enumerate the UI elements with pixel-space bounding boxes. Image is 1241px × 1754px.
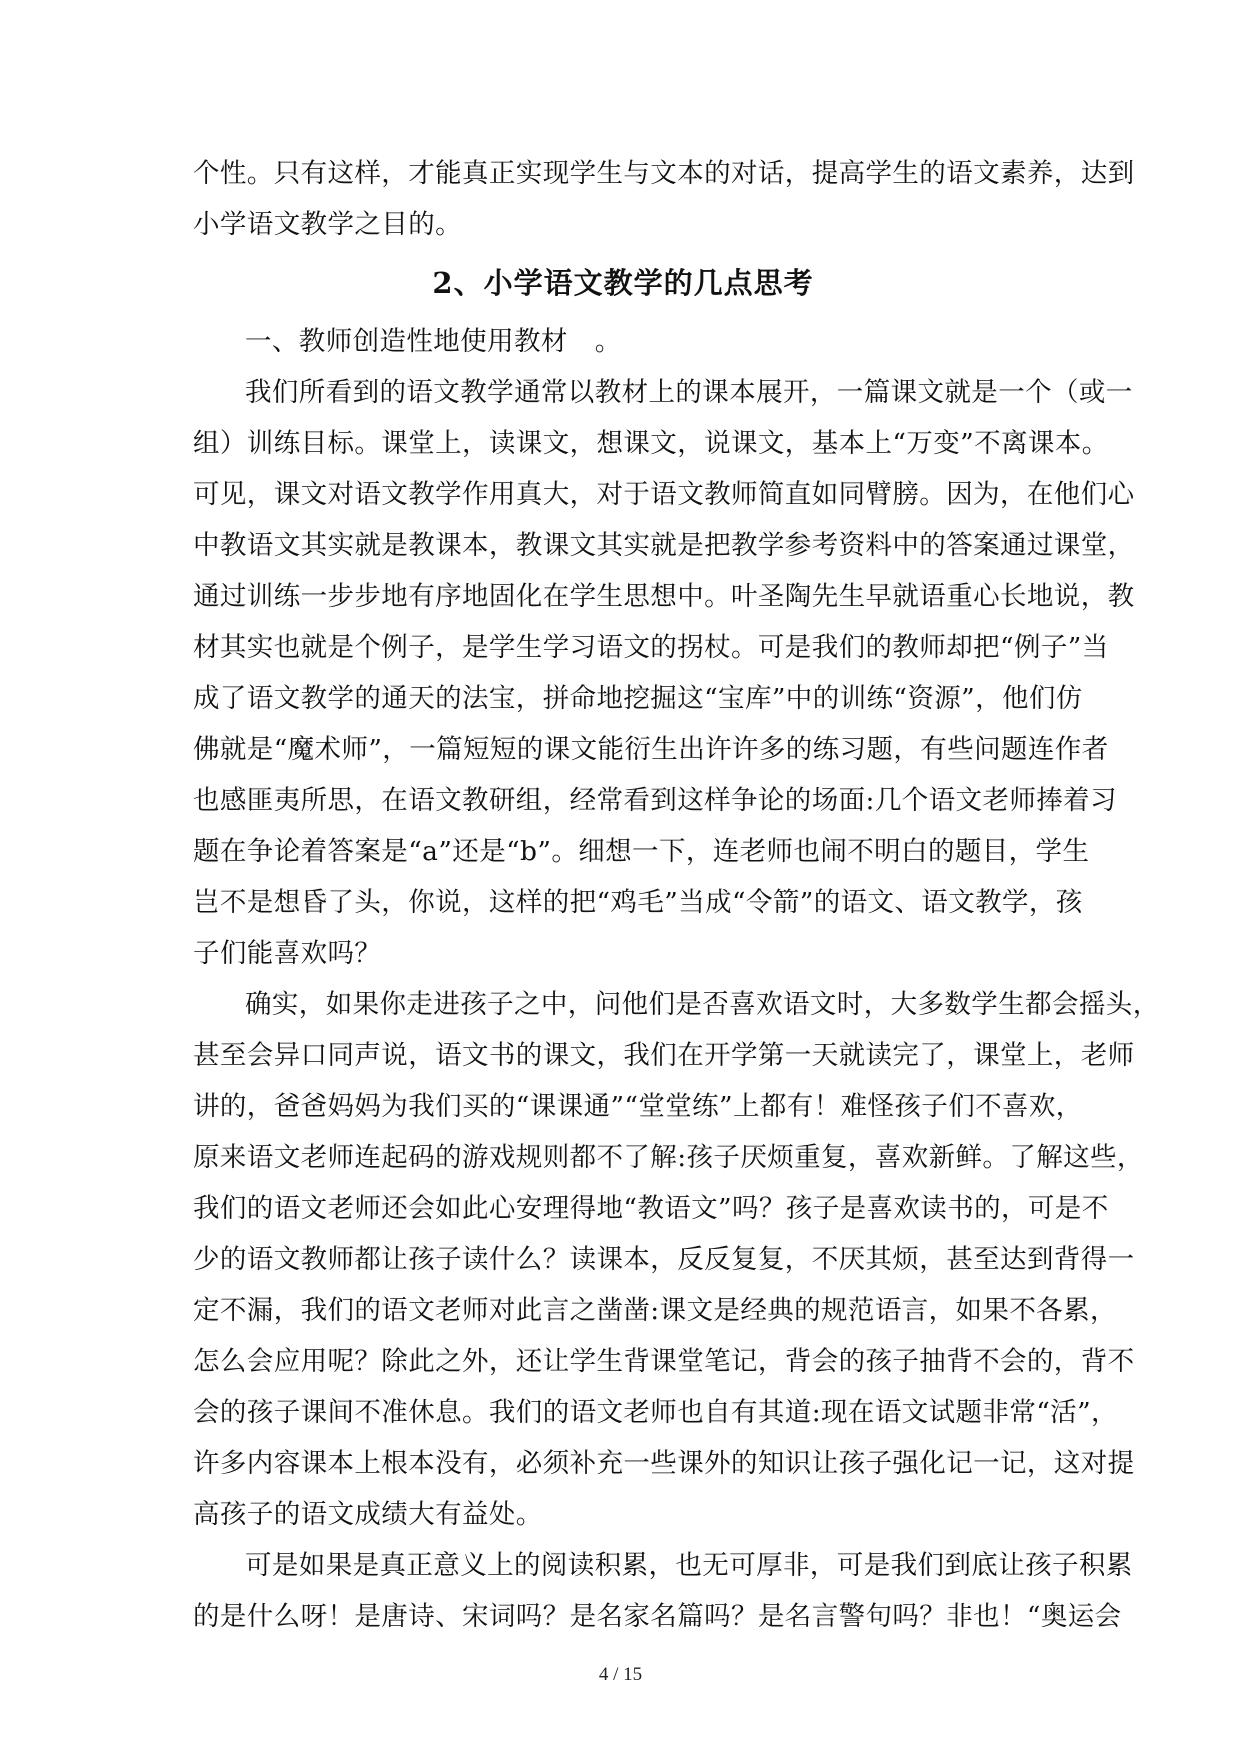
page-body <box>193 148 1160 1642</box>
paragraph-line: 定不漏，我们的语文老师对此言之凿凿:课文是经典的规范语言，如果不各累， <box>193 1295 1117 1326</box>
paragraph-line: 岂不是想昏了头，你说，这样的把“鸡毛”当成“令箭”的语文、语文教学，孩 <box>193 887 1083 918</box>
paragraph-line: 中教语文其实就是教课本，教课文其实就是把教学参考资料中的答案通过课堂， <box>193 530 1135 561</box>
paragraph-line: 也感匪夷所思，在语文教研组，经常看到这样争论的场面:几个语文老师捧着习 <box>193 785 1117 816</box>
paragraph-line: 我们的语文老师还会如此心安理得地“教语文”吗？孩子是喜欢读书的，可是不 <box>193 1193 1109 1224</box>
paragraph-line: 子们能喜欢吗？ <box>193 938 382 969</box>
paragraph-line: 甚至会异口同声说，语文书的课文，我们在开学第一天就读完了，课堂上，老师 <box>193 1040 1135 1071</box>
paragraph-line: 组）训练目标。课堂上，读课文，想课文，说课文，基本上“万变”不离课本。 <box>193 428 1109 459</box>
paragraph-line: 通过训练一步步地有序地固化在学生思想中。叶圣陶先生早就语重心长地说，教 <box>193 581 1135 612</box>
paragraph-line: 题在争论着答案是“a”还是“b”。细想一下，连老师也闹不明白的题目，学生 <box>193 836 1090 867</box>
paragraph-line: 高孩子的语文成绩大有益处。 <box>193 1499 543 1530</box>
paragraph-line: 讲的，爸爸妈妈为我们买的“课课通”“堂堂练”上都有！难怪孩子们不喜欢， <box>193 1091 1083 1122</box>
paragraph-line: 原来语文老师连起码的游戏规则都不了解:孩子厌烦重复，喜欢新鲜。了解这些， <box>193 1142 1144 1173</box>
paragraph-line: 小学语文教学之目的。 <box>193 209 462 240</box>
paragraph-line: 可见，课文对语文教学作用真大，对于语文教师简直如同臂膀。因为，在他们心 <box>193 479 1135 510</box>
paragraph-line: 怎么会应用呢？除此之外，还让学生背课堂笔记，背会的孩子抽背不会的，背不 <box>193 1346 1135 1377</box>
section-title: 2、小学语文教学的几点思考 <box>432 266 814 300</box>
paragraph-line: 可是如果是真正意义上的阅读积累，也无可厚非，可是我们到底让孩子积累 <box>245 1550 1133 1581</box>
paragraph-line: 少的语文教师都让孩子读什么？读课本，反反复复，不厌其烦，甚至达到背得一 <box>193 1244 1135 1275</box>
paragraph-line: 会的孩子课间不准休息。我们的语文老师也自有其道:现在语文试题非常“活”， <box>193 1397 1118 1428</box>
paragraph-line: 的是什么呀！是唐诗、宋词吗？是名家名篇吗？是名言警句吗？非也！“奥运会 <box>193 1601 1122 1632</box>
paragraph-line: 佛就是“魔术师”，一篇短短的课文能衍生出许许多的练习题，有些问题连作者 <box>193 734 1109 765</box>
paragraph-line: 我们所看到的语文教学通常以教材上的课本展开，一篇课文就是一个（或一 <box>245 377 1133 408</box>
paragraph-line: 确实，如果你走进孩子之中，问他们是否喜欢语文时，大多数学生都会摇头， <box>245 989 1160 1020</box>
paragraph-line: 材其实也就是个例子，是学生学习语文的拐杖。可是我们的教师却把“例子”当 <box>193 632 1109 663</box>
paragraph-line: 个性。只有这样，才能真正实现学生与文本的对话，提高学生的语文素养，达到 <box>193 158 1135 189</box>
page-number: 4 / 15 <box>598 1664 643 1685</box>
subheading: 一、教师创造性地使用教材 。 <box>245 326 622 357</box>
paragraph-line: 成了语文教学的通天的法宝，拼命地挖掘这“宝库”中的训练“资源”，他们仿 <box>193 683 1083 714</box>
paragraph-line: 许多内容课本上根本没有，必须补充一些课外的知识让孩子强化记一记，这对提 <box>193 1448 1135 1479</box>
